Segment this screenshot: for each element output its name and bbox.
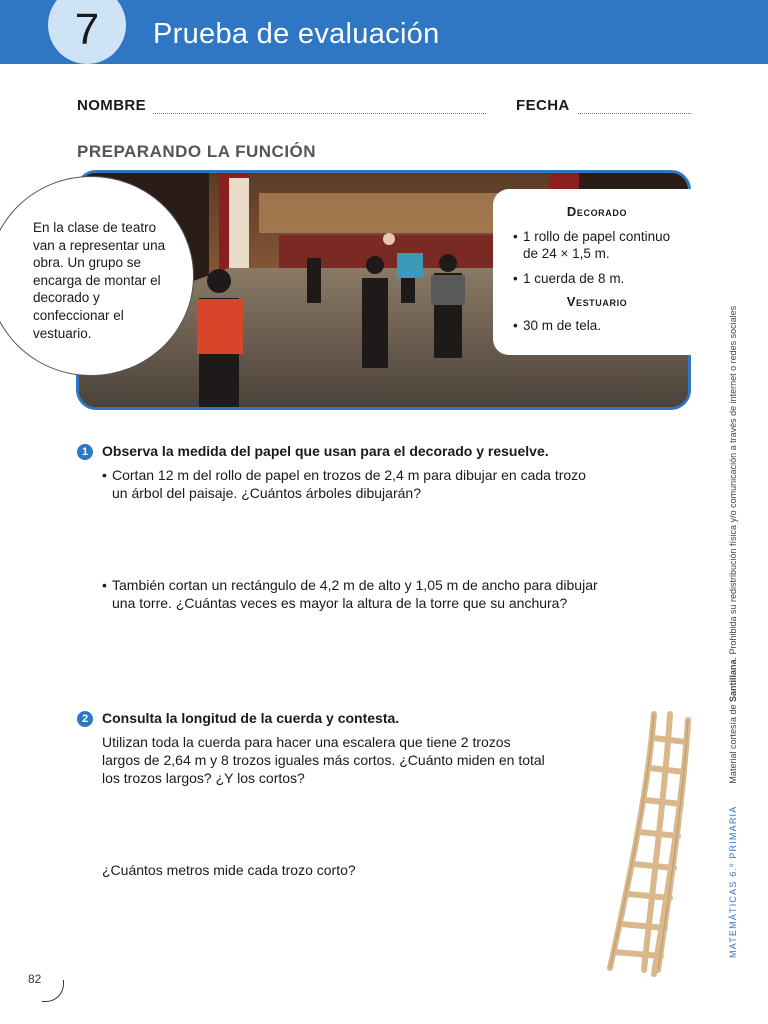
materials-card <box>493 189 691 355</box>
side-publisher-notice <box>728 306 738 958</box>
question-2-title: Consulta la longitud de la cuerda y contesta. <box>102 710 400 726</box>
intro-text-bubble: En la clase de teatro van a representar una obra. Un grupo se encarga de montar el decorado y confeccionar el vestuario. <box>0 176 194 376</box>
vestuario-item-fabric: • 30 m de tela. <box>513 317 681 334</box>
page-corner-decoration <box>42 980 64 1002</box>
page-number: 82 <box>28 972 42 986</box>
date-label: FECHA <box>516 97 570 114</box>
question-2-followup: ¿Cuántos metros mide cada trozo corto? <box>102 862 356 878</box>
decorado-item-rope: • 1 cuerda de 8 m. <box>513 270 681 287</box>
question-2-text: Utilizan toda la cuerda para hacer una escalera que tiene 2 trozos largos de 2,64 m y 8 trozos iguales más cortos. ¿Cuánto miden en total los trozos largos? ¿Y los cortos? <box>102 734 545 786</box>
section-title: PREPARANDO LA FUNCIÓN <box>77 142 317 161</box>
question-1-badge: 1 <box>77 444 93 460</box>
notice-prefix: Material cortesía de <box>728 702 738 784</box>
unit-number-badge: 7 <box>48 0 126 64</box>
question-1-item-1: • Cortan 12 m del rollo de papel en trozos de 2,4 m para dibujar en cada trozo un árbol del paisaje. ¿Cuántos árboles dibujarán? <box>102 467 592 503</box>
question-1-title: Observa la medida del papel que usan para el decorado y resuelve. <box>102 443 549 459</box>
name-label: NOMBRE <box>77 97 147 114</box>
decorado-item-paper: • 1 rollo de papel continuo de 24 × 1,5 m. <box>513 228 681 262</box>
notice-suffix: . Prohibida su redistribución física y/o comunicación a través de internet o redes sociales <box>728 305 738 660</box>
rope-ladder-illustration <box>600 708 700 980</box>
publisher-name: Santillana <box>728 659 738 703</box>
name-field-line[interactable] <box>153 113 486 114</box>
vestuario-heading: Vestuario <box>566 294 628 309</box>
subject-label: MATEMÁTICAS 6.º PRIMARIA <box>728 805 738 958</box>
page-title: Prueba de evaluación <box>153 18 440 50</box>
question-1-item-2: • También cortan un rectángulo de 4,2 m de alto y 1,05 m de ancho para dibujar una torre. ¿Cuántas veces es mayor la altura de la torre que su anchura? <box>102 577 602 613</box>
decorado-heading: Decorado <box>566 204 628 219</box>
date-field-line[interactable] <box>578 113 691 114</box>
question-2-badge: 2 <box>77 711 93 727</box>
